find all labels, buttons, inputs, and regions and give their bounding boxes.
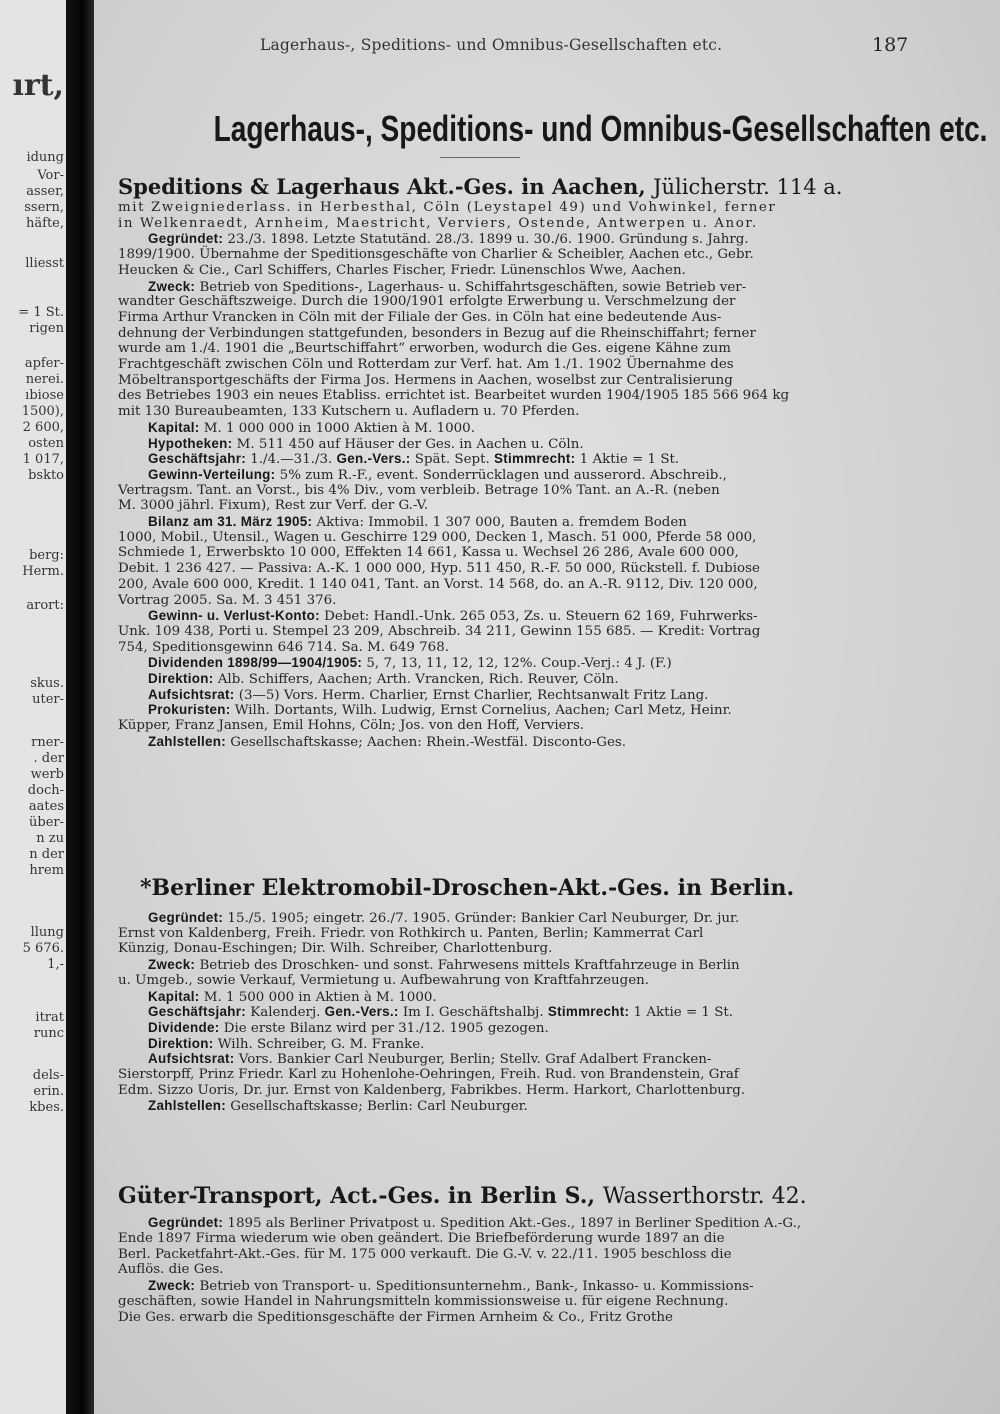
book-gutter <box>66 0 94 1414</box>
facing-page-fragment: Vor- <box>37 168 64 183</box>
text-line: Schmiede 1, Erwerbskto 10 000, Effekten 14 661, Kassa u. Wechsel 26 286, Avale 600 000, <box>118 545 739 561</box>
facing-page-fragment: n der <box>29 847 64 862</box>
section-title: Lagerhaus-, Speditions- und Omnibus-Gesellschaften etc. <box>213 108 988 149</box>
text-line: Dividende: Die erste Bilanz wird per 31./12. 1905 gezogen. <box>148 1019 549 1036</box>
text-line: Hypotheken: M. 511 450 auf Häuser der Ges. in Aachen u. Cöln. <box>148 435 584 452</box>
text-line: Küpper, Franz Jansen, Emil Hohns, Cöln; Jos. von den Hoff, Verviers. <box>118 718 585 734</box>
facing-page-fragment: ıbiose <box>25 388 64 403</box>
text-line: Gewinn- u. Verlust-Konto: Debet: Handl.-Unk. 265 053, Zs. u. Steuern 62 169, Fuhrwerks- <box>148 608 758 625</box>
entry-title-elektromobil: *Berliner Elektromobil-Droschen-Akt.-Ges. in Berlin. <box>140 875 795 901</box>
text-line: Vortrag 2005. Sa. M. 3 451 376. <box>118 592 337 608</box>
page-number: 187 <box>872 34 909 56</box>
facing-page-fragment: ssern, <box>24 200 64 215</box>
entry-title-name: Güter-Transport, Act.-Ges. in Berlin S., <box>118 1183 596 1209</box>
facing-page-fragment: 1,- <box>47 957 64 972</box>
text-line: des Betriebes 1903 ein neues Etabliss. errichtet ist. Bearbeitet wurden 1904/1905 185 566 964 kg <box>118 388 790 404</box>
facing-page-fragment: 2 600, <box>22 420 64 435</box>
running-header: Lagerhaus-, Speditions- und Omnibus-Gesellschaften etc. <box>260 36 723 54</box>
facing-page-fragment: über- <box>29 815 64 830</box>
facing-page-fragment: uter- <box>32 692 64 707</box>
text-line: Unk. 109 438, Porti u. Stempel 23 209, Abschreib. 34 211, Gewinn 155 685. — Kredit: Vortrag <box>118 623 761 639</box>
text-line: wurde am 1./4. 1901 die „Beurtschiffahrt“ erworben, wodurch die Ges. eigene Kähne zum <box>118 341 731 357</box>
text-line: Gegründet: 15./5. 1905; eingetr. 26./7. 1905. Gründer: Bankier Carl Neuburger, Dr. jur. <box>148 910 740 926</box>
facing-page-fragment: rner- <box>31 735 64 750</box>
entry-title-name: Speditions & Lagerhaus Akt.-Ges. in Aachen, <box>118 174 646 199</box>
text-line: wandter Geschäftszweige. Durch die 1900/1901 erfolgte Erwerbung u. Verschmelzung der <box>118 294 736 310</box>
text-line: Sierstorpff, Prinz Friedr. Karl zu Hohenlohe-Oehringen, Freih. Rud. von Brandenstein, Graf <box>118 1067 739 1082</box>
text-line: Prokuristen: Wilh. Dortants, Wilh. Ludwig, Ernst Cornelius, Aachen; Carl Metz, Heinr. <box>148 702 732 719</box>
text-line: Aufsichtsrat: Vors. Bankier Carl Neuburger, Berlin; Stellv. Graf Adalbert Francken- <box>148 1051 712 1068</box>
facing-page-fragment: häfte, <box>26 216 64 231</box>
facing-page-fragment: kbes. <box>29 1100 64 1115</box>
text-line: Ende 1897 Firma wiederum wie oben geändert. Die Briefbeförderung wurde 1897 an die <box>118 1230 725 1246</box>
facing-page-fragment: doch- <box>27 783 64 798</box>
entry-title-gueter-transport <box>118 1183 807 1209</box>
text-line: in Welkenraedt, Arnheim, Maestricht, Verviers, Ostende, Antwerpen u. Anor. <box>118 215 758 231</box>
text-line: Heucken & Cie., Carl Schiffers, Charles Fischer, Friedr. Lünenschlos Wwe, Aachen. <box>118 262 686 278</box>
text-line: Zahlstellen: Gesellschaftskasse; Berlin: Carl Neuburger. <box>148 1098 528 1115</box>
text-line: 754, Speditionsgewinn 646 714. Sa. M. 649 768. <box>118 639 449 655</box>
text-line: Gegründet: 23./3. 1898. Letzte Statutänd. 28./3. 1899 u. 30./6. 1900. Gründung s. Jahrg. <box>148 231 749 248</box>
text-line: Geschäftsjahr: 1./4.—31./3. Gen.-Vers.: Spät. Sept. Stimmrecht: 1 Aktie = 1 St. <box>148 451 680 468</box>
facing-page-fragment: 1500), <box>21 404 64 419</box>
facing-page-fragment: hrem <box>29 863 64 878</box>
text-line: dehnung der Verbindungen stattgefunden, besonders in Bezug auf die Rheinschiffahrt; ferner <box>118 325 756 341</box>
facing-page-fragment: 1 017, <box>22 452 64 467</box>
text-line: Berl. Packetfahrt-Akt.-Ges. für M. 175 000 verkauft. Die G.-V. v. 22./11. 1905 beschloss die <box>118 1246 732 1262</box>
facing-page-fragment: asser, <box>26 184 64 199</box>
text-line: Zweck: Betrieb von Transport- u. Speditionsunternehm., Bank-, Inkasso- u. Kommissions- <box>148 1278 754 1295</box>
text-line: Frachtgeschäft zwischen Cöln und Rotterdam zur Verf. hat. Am 1./1. 1902 Übernahme des <box>118 357 734 372</box>
facing-page-edge <box>0 0 66 1414</box>
facing-page-fragment: aates <box>28 799 64 814</box>
text-line: 1899/1900. Übernahme der Speditionsgeschäfte von Charlier & Scheibler, Aachen etc., Gebr. <box>118 247 754 263</box>
facing-page-fragment: = 1 St. <box>18 305 64 320</box>
facing-page-fragment: 5 676. <box>22 941 64 956</box>
facing-page-fragment: bskto <box>28 468 64 483</box>
text-line: Firma Arthur Vrancken in Cöln mit der Filiale der Ges. in Cöln hat eine bedeutende Aus- <box>118 309 722 325</box>
text-line: Edm. Sizzo Uoris, Dr. jur. Ernst von Kaldenberg, Fabrikbes. Herm. Harkort, Charlottenburg. <box>118 1082 746 1098</box>
facing-page-fragment: n zu <box>36 831 64 846</box>
facing-page-fragment: nerei. <box>25 372 64 387</box>
facing-page-fragment: skus. <box>30 676 64 691</box>
text-line: 200, Avale 600 000, Kredit. 1 140 041, Tant. an Vorst. 14 568, do. an A.-R. 9112, Div. 120 000, <box>118 576 758 592</box>
text-line: Zweck: Betrieb des Droschken- und sonst. Fahrwesens mittels Kraftfahrzeuge in Berlin <box>148 957 740 974</box>
text-line: Möbeltransportgeschäfts der Firma Jos. Hermens in Aachen, woselbst zur Centralisierung <box>118 372 733 388</box>
text-line: Ernst von Kaldenberg, Freih. Friedr. von Rothkirch u. Panten, Berlin; Kammerrat Carl <box>118 925 704 941</box>
text-line: Bilanz am 31. März 1905: Aktiva: Immobil. 1 307 000, Bauten a. fremdem Boden <box>148 514 687 530</box>
text-line: Die Ges. erwarb die Speditionsgeschäfte der Firmen Arnheim & Co., Fritz Grothe <box>118 1309 673 1325</box>
text-line: Zahlstellen: Gesellschaftskasse; Aachen: Rhein.-Westfäl. Disconto-Ges. <box>148 733 627 750</box>
text-line: Zweck: Betrieb von Speditions-, Lagerhaus- u. Schiffahrtsgeschäften, sowie Betrieb ver- <box>148 278 747 295</box>
facing-page-fragment: berg: <box>29 548 64 563</box>
text-line: Direktion: Alb. Schiffers, Aachen; Arth. Vrancken, Rich. Reuver, Cöln. <box>148 671 619 687</box>
text-line: Dividenden 1898/99—1904/1905: 5, 7, 13, 11, 12, 12, 12%. Coup.-Verj.: 4 J. (F.) <box>148 655 672 672</box>
facing-page-fragment: rigen <box>29 321 64 336</box>
text-line: u. Umgeb., sowie Verkauf, Vermietung u. Aufbewahrung von Kraftfahrzeugen. <box>118 972 650 988</box>
facing-page-fragment: idung <box>26 150 64 165</box>
text-line: Auflös. die Ges. <box>118 1262 224 1278</box>
text-line: geschäften, sowie Handel in Nahrungsmitteln kommissionsweise u. für eigene Rechnung. <box>118 1294 729 1309</box>
facing-page-fragment: itrat <box>35 1010 64 1025</box>
text-line: Künzig, Donau-Eschingen; Dir. Wilh. Schreiber, Charlottenburg. <box>118 941 553 957</box>
facing-page-fragment: llung <box>30 925 64 940</box>
text-line: Debit. 1 236 427. — Passiva: A.-K. 1 000 000, Hyp. 511 450, R.-F. 50 000, Rückstell. f. Dubiose <box>118 561 760 577</box>
text-line: Kapital: M. 1 000 000 in 1000 Aktien à M. 1000. <box>148 419 475 436</box>
text-line: Vertragsm. Tant. an Vorst., bis 4% Div., vom verbleib. Betrage 10% Tant. an A.-R. (neben <box>118 482 720 498</box>
facing-page-fragment: lliesst <box>25 256 64 271</box>
facing-page-fragment: . der <box>33 751 64 766</box>
text-line: Aufsichtsrat: (3—5) Vors. Herm. Charlier, Ernst Charlier, Rechtsanwalt Fritz Lang. <box>148 686 709 703</box>
facing-page-fragment: dels- <box>32 1068 64 1083</box>
entry-title-location: Jülicherstr. 114 a. <box>653 175 843 199</box>
facing-page-fragment: werb <box>30 767 64 782</box>
facing-page-fragment: osten <box>28 436 64 451</box>
facing-page-fragment: Herm. <box>22 564 64 579</box>
facing-page-fragment: erin. <box>33 1084 64 1099</box>
text-line: Gewinn-Verteilung: 5% zum R.-F., event. Sonderrücklagen und ausserord. Abschreib., <box>148 466 727 483</box>
text-line: mit Zweigniederlass. in Herbesthal, Cöln (Leystapel 49) und Vohwinkel, ferner <box>118 200 777 215</box>
text-line: 1000, Mobil., Utensil., Wagen u. Geschirre 129 000, Decken 1, Masch. 51 000, Pferde 58 000, <box>118 529 757 545</box>
text-line: Geschäftsjahr: Kalenderj. Gen.-Vers.: Im I. Geschäftshalbj. Stimmrecht: 1 Aktie = 1 St. <box>148 1004 734 1021</box>
entry-title-aachen <box>118 174 842 199</box>
facing-page-fragment: ırt, <box>12 68 64 103</box>
text-line: Kapital: M. 1 500 000 in Aktien à M. 1000. <box>148 988 437 1005</box>
text-line: Gegründet: 1895 als Berliner Privatpost u. Spedition Akt.-Ges., 1897 in Berliner Spedition A.-G., <box>148 1215 802 1231</box>
title-rule <box>440 157 520 158</box>
text-line: mit 130 Bureaubeamten, 133 Kutschern u. Aufladern u. 70 Pferden. <box>118 404 580 420</box>
text-line: Direktion: Wilh. Schreiber, G. M. Franke. <box>148 1035 425 1052</box>
text-line: M. 3000 jährl. Fixum), Rest zur Verf. der G.-V. <box>118 498 429 514</box>
facing-page-fragment: arort: <box>26 598 64 613</box>
entry-title-location: Wasserthorstr. 42. <box>602 1184 807 1209</box>
facing-page-fragment: runc <box>33 1026 64 1041</box>
facing-page-fragment: apfer- <box>24 356 64 371</box>
